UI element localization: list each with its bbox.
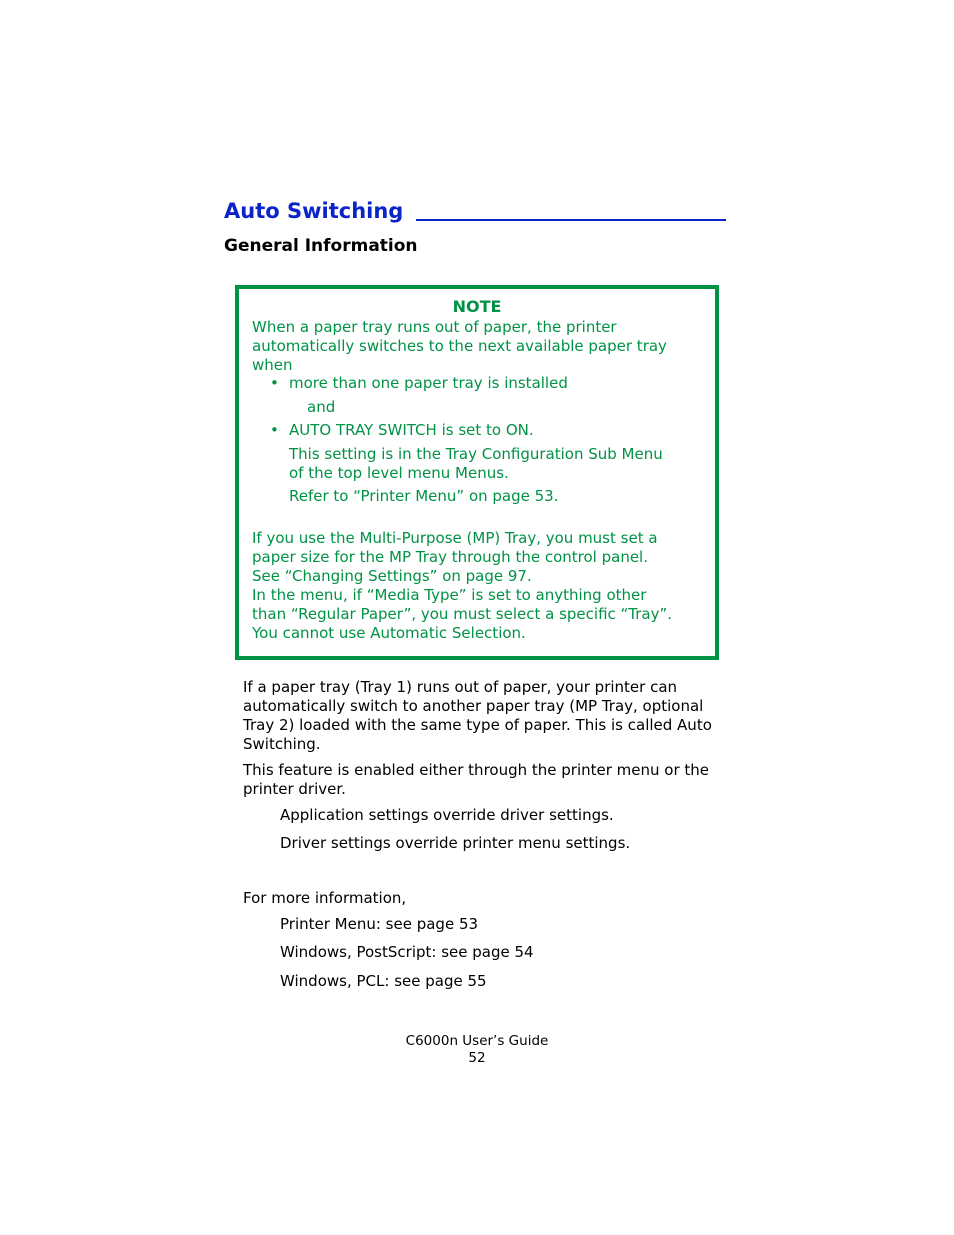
note-mp-line: You cannot use Automatic Selection.: [252, 624, 526, 642]
bullet-icon: •: [270, 374, 279, 392]
note-mp-line: If you use the Multi-Purpose (MP) Tray, you must set a: [252, 529, 658, 547]
title-underline: [416, 219, 726, 221]
reference-item: Printer Menu: see page 53: [280, 915, 479, 933]
note-intro-line: automatically switches to the next available paper tray: [252, 337, 667, 355]
reference-item: Windows, PostScript: see page 54: [280, 943, 534, 961]
note-heading: NOTE: [452, 297, 502, 316]
section-title: Auto Switching: [224, 199, 404, 223]
bullet-icon: •: [270, 421, 279, 439]
note-mp-line: paper size for the MP Tray through the control panel.: [252, 548, 648, 566]
body-paragraph: [243, 761, 709, 799]
body-line: printer driver.: [243, 780, 346, 798]
note-mp-line: In the menu, if “Media Type” is set to anything other: [252, 586, 647, 604]
reference-item: Windows, PCL: see page 55: [280, 972, 487, 990]
note-setting-text: [289, 445, 663, 483]
note-bullet-item: [270, 421, 534, 440]
note-intro-line: When a paper tray runs out of paper, the printer: [252, 318, 617, 336]
body-line: If a paper tray (Tray 1) runs out of paper, your printer can: [243, 678, 678, 696]
footer-page-number: 52: [468, 1050, 486, 1066]
body-line: This feature is enabled either through the printer menu or the: [243, 761, 710, 779]
note-mp-line: See “Changing Settings” on page 97.: [252, 567, 532, 585]
body-paragraph: [243, 678, 712, 754]
note-and: and: [307, 398, 336, 416]
note-mp-text: [252, 529, 672, 643]
body-line: automatically switch to another paper tray (MP Tray, optional: [243, 697, 704, 715]
note-setting-line: of the top level menu Menus.: [289, 464, 509, 482]
body-line: Switching.: [243, 735, 321, 753]
note-refer-text: Refer to “Printer Menu” on page 53.: [289, 487, 559, 505]
note-intro: [252, 318, 667, 375]
more-info-label: For more information,: [243, 889, 407, 907]
body-line: Tray 2) loaded with the same type of paper. This is called Auto: [243, 716, 712, 734]
note-bullet-item: [270, 374, 568, 393]
override-note: Application settings override driver settings.: [280, 806, 614, 824]
bullet-text: more than one paper tray is installed: [289, 374, 568, 392]
override-note: Driver settings override printer menu settings.: [280, 834, 631, 852]
bullet-text: AUTO TRAY SWITCH is set to ON.: [289, 421, 534, 439]
note-setting-line: This setting is in the Tray Configuration Sub Menu: [289, 445, 663, 463]
footer-guide-title: C6000n User’s Guide: [405, 1033, 549, 1049]
subheading: General Information: [224, 236, 418, 256]
note-mp-line: than “Regular Paper”, you must select a specific “Tray”.: [252, 605, 673, 623]
note-intro-line: when: [252, 356, 293, 374]
